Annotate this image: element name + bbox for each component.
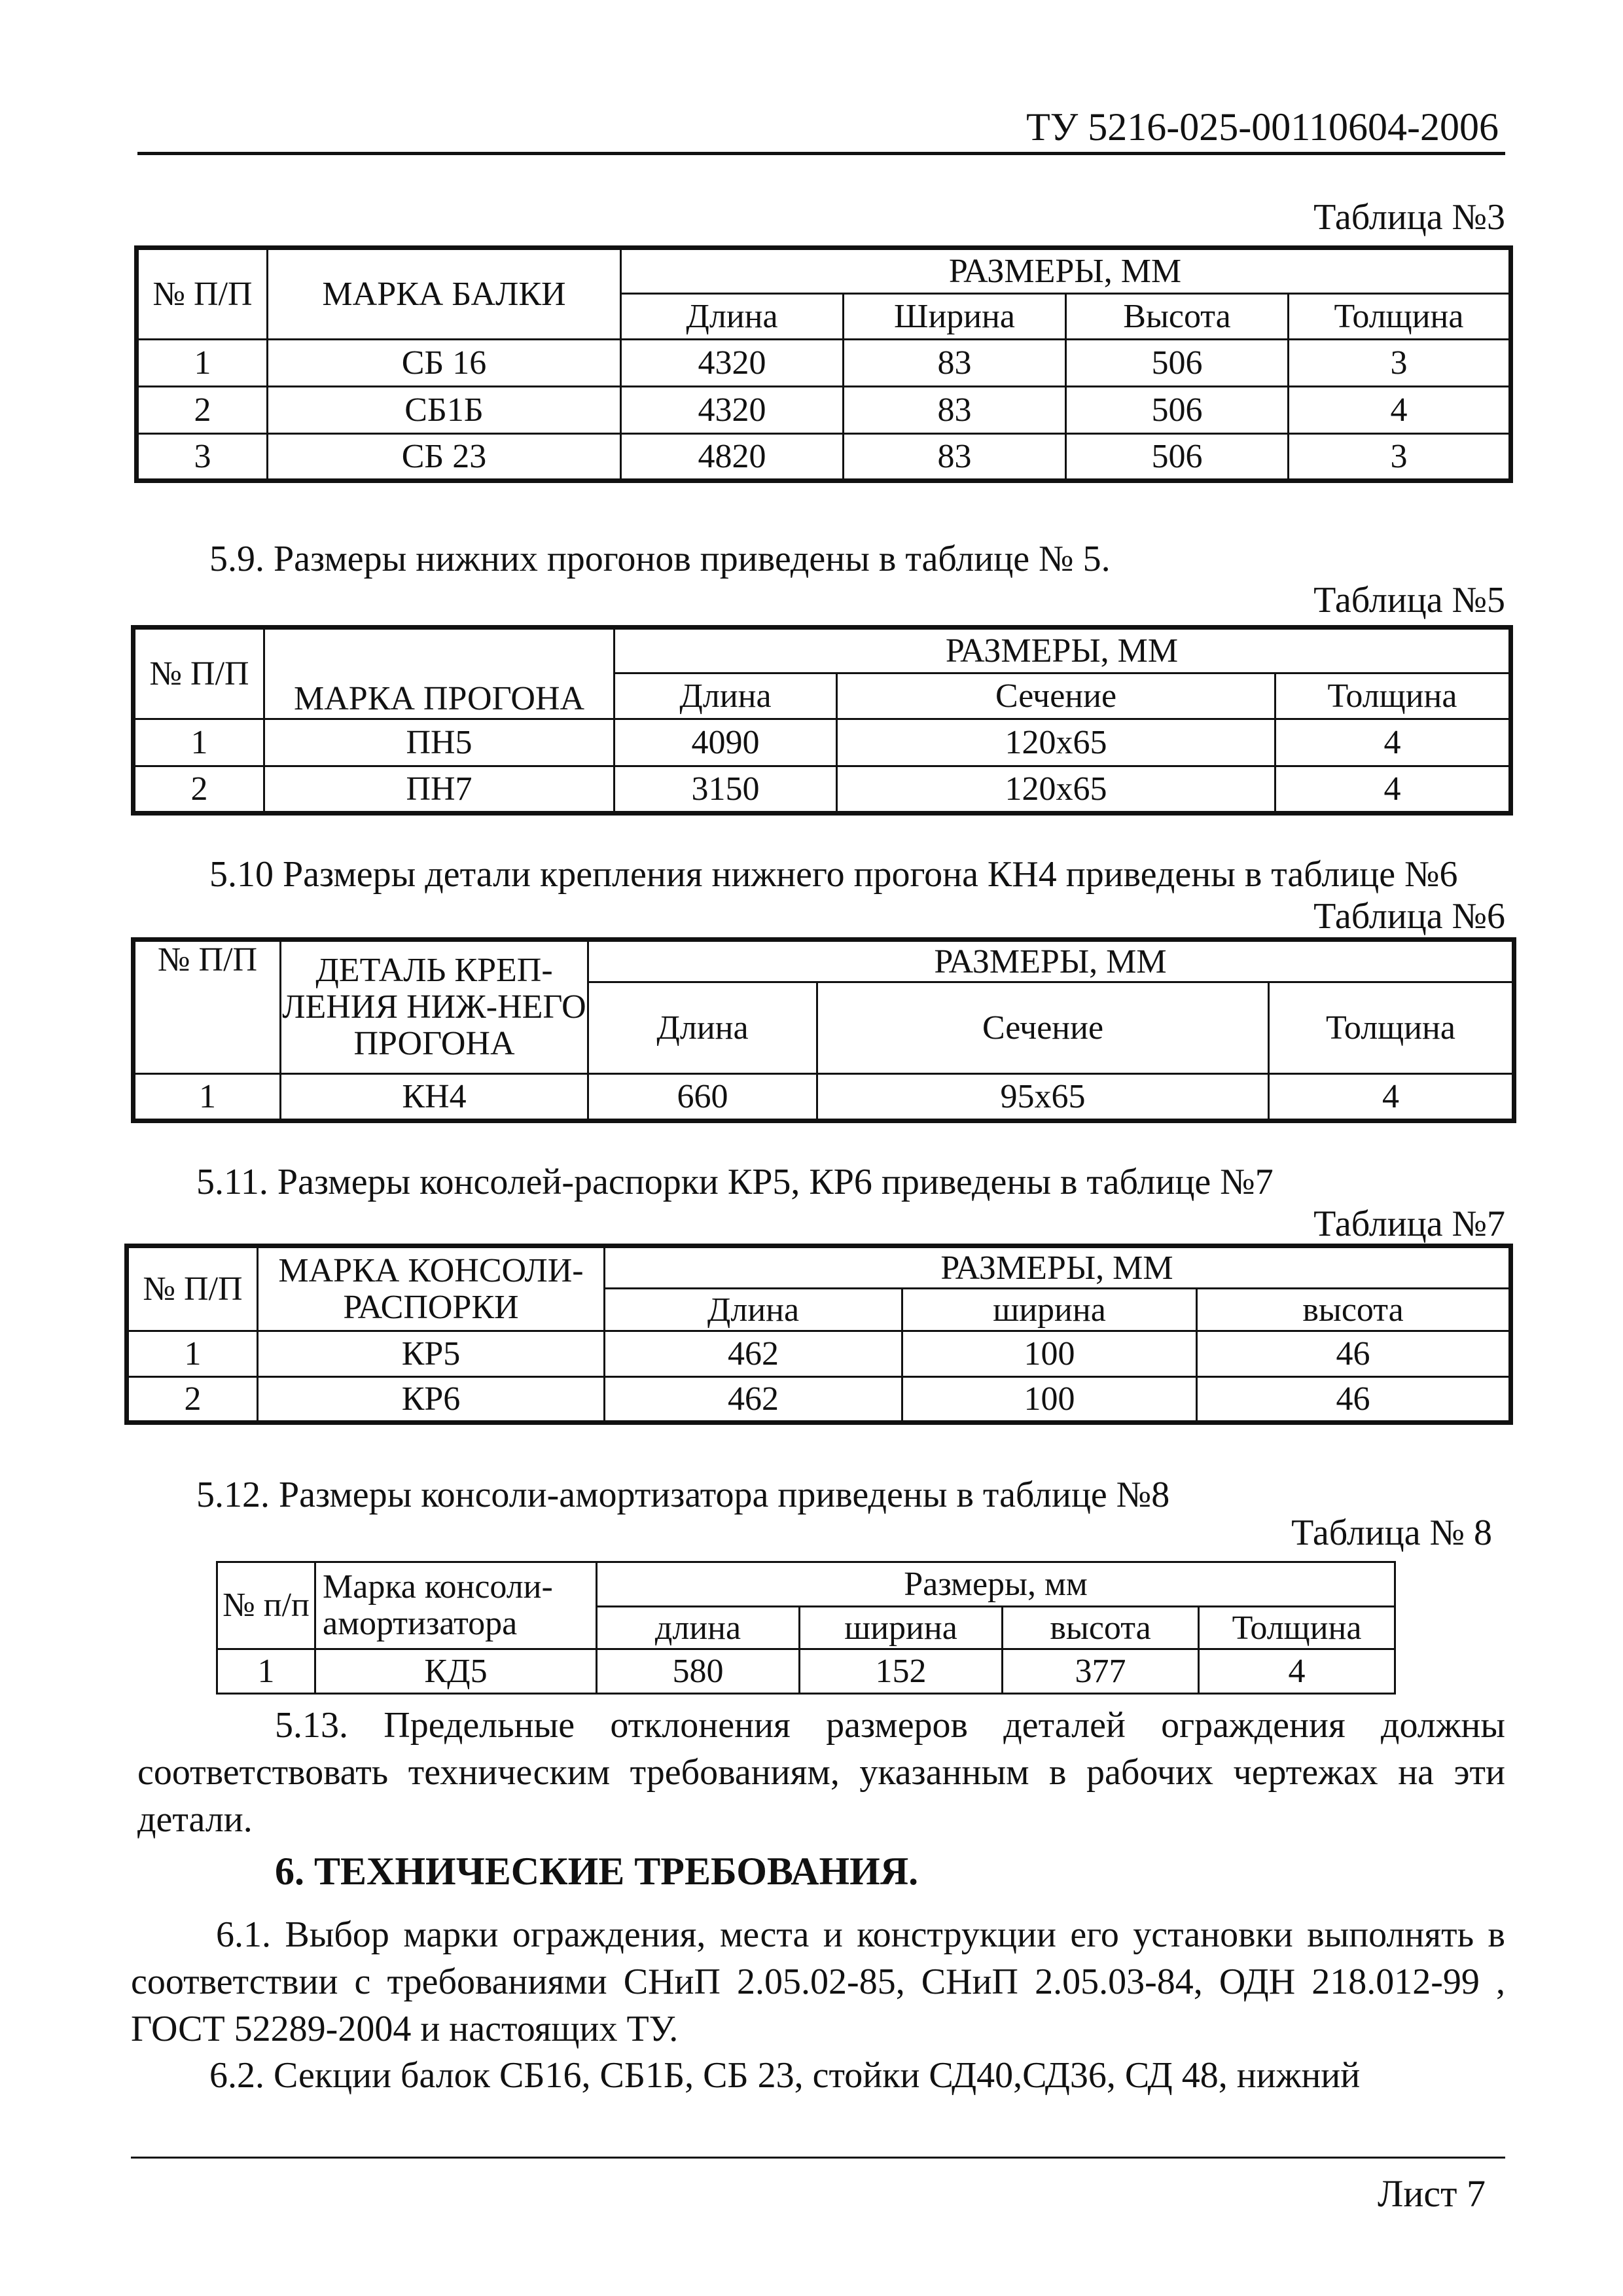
cell: 1 — [127, 1331, 258, 1377]
table8-header-dims: Размеры, мм — [597, 1562, 1395, 1607]
table5-caption: Таблица №5 — [1313, 580, 1505, 620]
table-row — [217, 1649, 1395, 1694]
cell: 3 — [137, 434, 268, 481]
cell: ПН7 — [264, 766, 615, 814]
table3 — [134, 245, 1513, 483]
cell: 100 — [902, 1331, 1197, 1377]
sheet-number: Лист 7 — [1378, 2172, 1486, 2215]
table8-header-no: № п/п — [217, 1562, 315, 1649]
cell: СБ1Б — [268, 387, 621, 434]
table6-header-no: № П/П — [134, 940, 281, 1074]
table3-col-thickness: Толщина — [1289, 294, 1511, 340]
table3-caption: Таблица №3 — [1313, 197, 1505, 238]
table5-col-thickness: Толщина — [1275, 673, 1511, 719]
cell: 2 — [127, 1377, 258, 1423]
cell: 46 — [1197, 1377, 1511, 1423]
paragraph-5-9: 5.9. Размеры нижних прогонов приведены в таблице № 5. — [209, 539, 1111, 579]
table3-header-dims: РАЗМЕРЫ, ММ — [621, 248, 1511, 294]
cell: 95х65 — [817, 1074, 1269, 1121]
cell: 506 — [1066, 340, 1289, 387]
table8-col-thickness: Толщина — [1199, 1607, 1395, 1649]
cell: 46 — [1197, 1331, 1511, 1377]
table8 — [216, 1561, 1396, 1695]
cell: 580 — [597, 1649, 800, 1694]
table6-col-length: Длина — [588, 982, 817, 1074]
cell: 83 — [844, 434, 1066, 481]
cell: 4090 — [615, 719, 837, 766]
paragraph-5-12: 5.12. Размеры консоли-амортизатора приведены в таблице №8 — [196, 1475, 1170, 1515]
cell: 506 — [1066, 387, 1289, 434]
cell: 120х65 — [837, 766, 1275, 814]
table8-col-length: длина — [597, 1607, 800, 1649]
table7-header-mark: МАРКА КОНСОЛИ-РАСПОРКИ — [258, 1246, 605, 1331]
cell: 4320 — [621, 340, 844, 387]
cell: 1 — [134, 719, 264, 766]
cell: КР5 — [258, 1331, 605, 1377]
table3-col-width: Ширина — [844, 294, 1066, 340]
cell: КН4 — [281, 1074, 588, 1121]
cell: ПН5 — [264, 719, 615, 766]
cell: 83 — [844, 340, 1066, 387]
table8-caption: Таблица № 8 — [1291, 1513, 1492, 1553]
cell: 2 — [134, 766, 264, 814]
table7-col-length: Длина — [605, 1289, 902, 1331]
table8-col-height: высота — [1003, 1607, 1199, 1649]
table3-col-length: Длина — [621, 294, 844, 340]
cell: 4 — [1289, 387, 1511, 434]
table7 — [124, 1244, 1513, 1425]
cell: 506 — [1066, 434, 1289, 481]
cell: СБ 23 — [268, 434, 621, 481]
header-rule — [137, 152, 1505, 155]
cell: 660 — [588, 1074, 817, 1121]
table5-header-no: № П/П — [134, 628, 264, 719]
table7-header-no: № П/П — [127, 1246, 258, 1331]
section-6-title: 6. ТЕХНИЧЕСКИЕ ТРЕБОВАНИЯ. — [275, 1850, 919, 1893]
cell: 4 — [1269, 1074, 1514, 1121]
table8-header-mark: Марка консоли-амортизатора — [315, 1562, 597, 1649]
cell: 462 — [605, 1331, 902, 1377]
table-row — [137, 434, 1511, 481]
table8-col-width: ширина — [800, 1607, 1003, 1649]
table3-header-no: № П/П — [137, 248, 268, 340]
cell: КД5 — [315, 1649, 597, 1694]
table-row — [134, 719, 1511, 766]
paragraph-6-2: 6.2. Секции балок СБ16, СБ1Б, СБ 23, стойки СД40,СД36, СД 48, нижний — [209, 2055, 1361, 2096]
table-row — [134, 766, 1511, 814]
cell: 2 — [137, 387, 268, 434]
paragraph-5-11: 5.11. Размеры консолей-распорки КР5, КР6 приведены в таблице №7 — [196, 1162, 1274, 1202]
paragraph-6-1: 6.1. Выбор марки ограждения, места и конструкции его установки выполнять в соответствии с требованиями СНиП 2.05.02-85, СНиП 2.05.03-84, ОДН 218.012-99 , ГОСТ 52289-2004 и настоящих ТУ. — [131, 1914, 1505, 2049]
cell: 3 — [1289, 434, 1511, 481]
table-row — [137, 340, 1511, 387]
table6-header-dims: РАЗМЕРЫ, ММ — [588, 940, 1514, 982]
table3-col-height: Высота — [1066, 294, 1289, 340]
cell: КР6 — [258, 1377, 605, 1423]
cell: 3150 — [615, 766, 837, 814]
table7-header-dims: РАЗМЕРЫ, ММ — [605, 1246, 1511, 1289]
cell: СБ 16 — [268, 340, 621, 387]
table5-col-section: Сечение — [837, 673, 1275, 719]
table7-col-height: высота — [1197, 1289, 1511, 1331]
table6-col-section: Сечение — [817, 982, 1269, 1074]
paragraph-5-13: 5.13. Предельные отклонения размеров деталей ограждения должны соответствовать техническим требованиям, указанным в рабочих чертежах на эти детали. — [137, 1705, 1505, 1840]
cell: 120х65 — [837, 719, 1275, 766]
cell: 152 — [800, 1649, 1003, 1694]
cell: 4320 — [621, 387, 844, 434]
table-row — [137, 387, 1511, 434]
table6-header-mark: ДЕТАЛЬ КРЕП-ЛЕНИЯ НИЖ-НЕГО ПРОГОНА — [281, 940, 588, 1074]
table-row — [127, 1377, 1511, 1423]
cell: 83 — [844, 387, 1066, 434]
document-code: ТУ 5216-025-00110604-2006 — [1026, 105, 1499, 149]
cell: 1 — [217, 1649, 315, 1694]
cell: 100 — [902, 1377, 1197, 1423]
cell: 4820 — [621, 434, 844, 481]
table7-caption: Таблица №7 — [1313, 1204, 1505, 1244]
table6-col-thickness: Толщина — [1269, 982, 1514, 1074]
table5-header-dims: РАЗМЕРЫ, ММ — [615, 628, 1511, 673]
cell: 1 — [134, 1074, 281, 1121]
table-row — [127, 1331, 1511, 1377]
table-row — [134, 1074, 1514, 1121]
table6-caption: Таблица №6 — [1313, 896, 1505, 937]
cell: 4 — [1275, 766, 1511, 814]
cell: 377 — [1003, 1649, 1199, 1694]
table3-header-mark: МАРКА БАЛКИ — [268, 248, 621, 340]
table5-col-length: Длина — [615, 673, 837, 719]
table5-header-mark: МАРКА ПРОГОНА — [264, 628, 615, 719]
footer-rule — [131, 2157, 1505, 2159]
table6 — [131, 937, 1516, 1123]
cell: 4 — [1275, 719, 1511, 766]
cell: 1 — [137, 340, 268, 387]
cell: 4 — [1199, 1649, 1395, 1694]
cell: 462 — [605, 1377, 902, 1423]
table5 — [131, 625, 1513, 816]
table7-col-width: ширина — [902, 1289, 1197, 1331]
paragraph-5-10: 5.10 Размеры детали крепления нижнего прогона КН4 приведены в таблице №6 — [209, 854, 1458, 895]
cell: 3 — [1289, 340, 1511, 387]
